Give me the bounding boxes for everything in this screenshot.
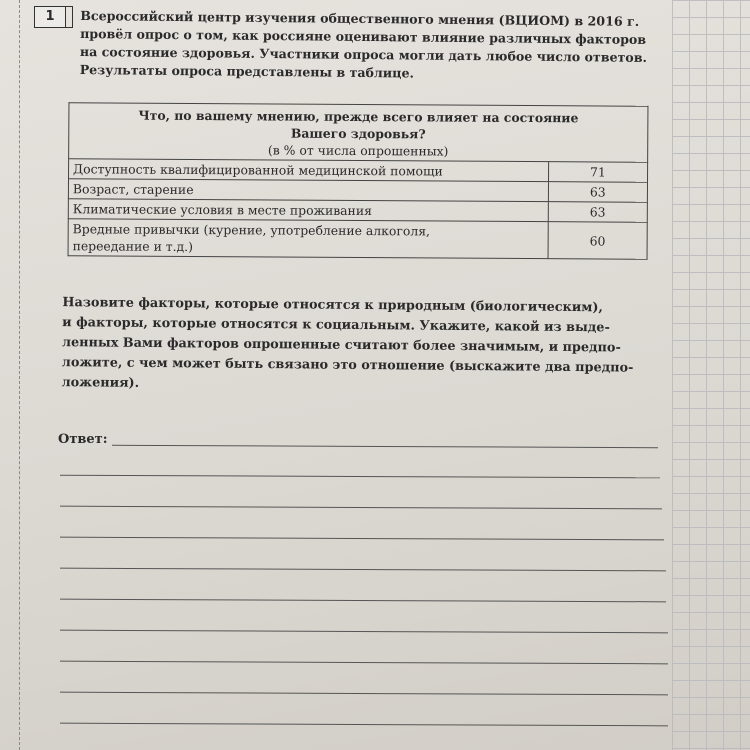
- intro-line: провёл опрос о том, как россияне оценивают влияние различных факторов: [80, 26, 647, 47]
- table-header: [69, 103, 648, 163]
- answer-label: Ответ:: [58, 432, 108, 447]
- factor-line: Вредные привычки (курение, употребление алкоголя,: [72, 221, 431, 239]
- table-row: [68, 219, 647, 260]
- answer-line[interactable]: [60, 506, 662, 510]
- answer-line[interactable]: [60, 537, 664, 541]
- table-header-row: [69, 103, 648, 163]
- grid-margin: [672, 0, 750, 750]
- header-subtitle: (в % от числа опрошенных): [267, 142, 449, 159]
- answer-line[interactable]: [60, 723, 668, 727]
- answer-line[interactable]: [60, 661, 668, 665]
- intro-line: Всероссийский центр изучения общественного мнения (ВЦИОМ) в 2016 г.: [80, 8, 640, 29]
- intro-line: Результаты опроса представлены в таблице.: [79, 62, 414, 81]
- question-intro: [80, 7, 651, 85]
- task-line: ленных Вами факторов опрошенные считают более значимым, и предпо-: [61, 335, 621, 356]
- question-number: 1: [34, 6, 66, 28]
- answer-line[interactable]: [60, 568, 666, 572]
- value-cell: 71: [548, 162, 647, 183]
- survey-table: [68, 102, 649, 260]
- factor-cell: [68, 219, 548, 259]
- cut-line: [19, 0, 20, 750]
- factor-cell: Возраст, старение: [68, 179, 548, 202]
- answer-line[interactable]: [60, 692, 668, 696]
- factor-line: переедание и т.д.): [72, 238, 194, 254]
- task-line: ложите, с чем может быть связано это отношение (выскажите два предпо-: [61, 355, 634, 376]
- intro-line: на состояние здоровья. Участники опроса могли дать любое число ответов.: [79, 44, 647, 65]
- task-line: и факторы, которые относятся к социальным. Укажите, какой из выде-: [62, 315, 610, 336]
- task-line: Назовите факторы, которые относятся к природным (биологическим),: [62, 295, 603, 316]
- answer-line[interactable]: [60, 630, 668, 634]
- factor-cell: Климатические условия в месте проживания: [68, 199, 548, 222]
- factor-cell: Доступность квалифицированной медицинской помощи: [69, 159, 549, 182]
- task-text: [62, 293, 663, 399]
- value-cell: 63: [548, 202, 647, 223]
- value-cell: 63: [548, 182, 647, 203]
- answer-line[interactable]: [60, 475, 660, 479]
- header-line: Что, по вашему мнению, прежде всего влияет на состояние: [138, 107, 579, 126]
- header-line: Вашего здоровья?: [290, 125, 426, 142]
- value-cell: 60: [548, 222, 647, 260]
- answer-line[interactable]: [112, 445, 658, 448]
- answer-line[interactable]: [60, 599, 666, 603]
- question-number-box-extension: [64, 6, 73, 28]
- task-line: ложения).: [61, 375, 140, 391]
